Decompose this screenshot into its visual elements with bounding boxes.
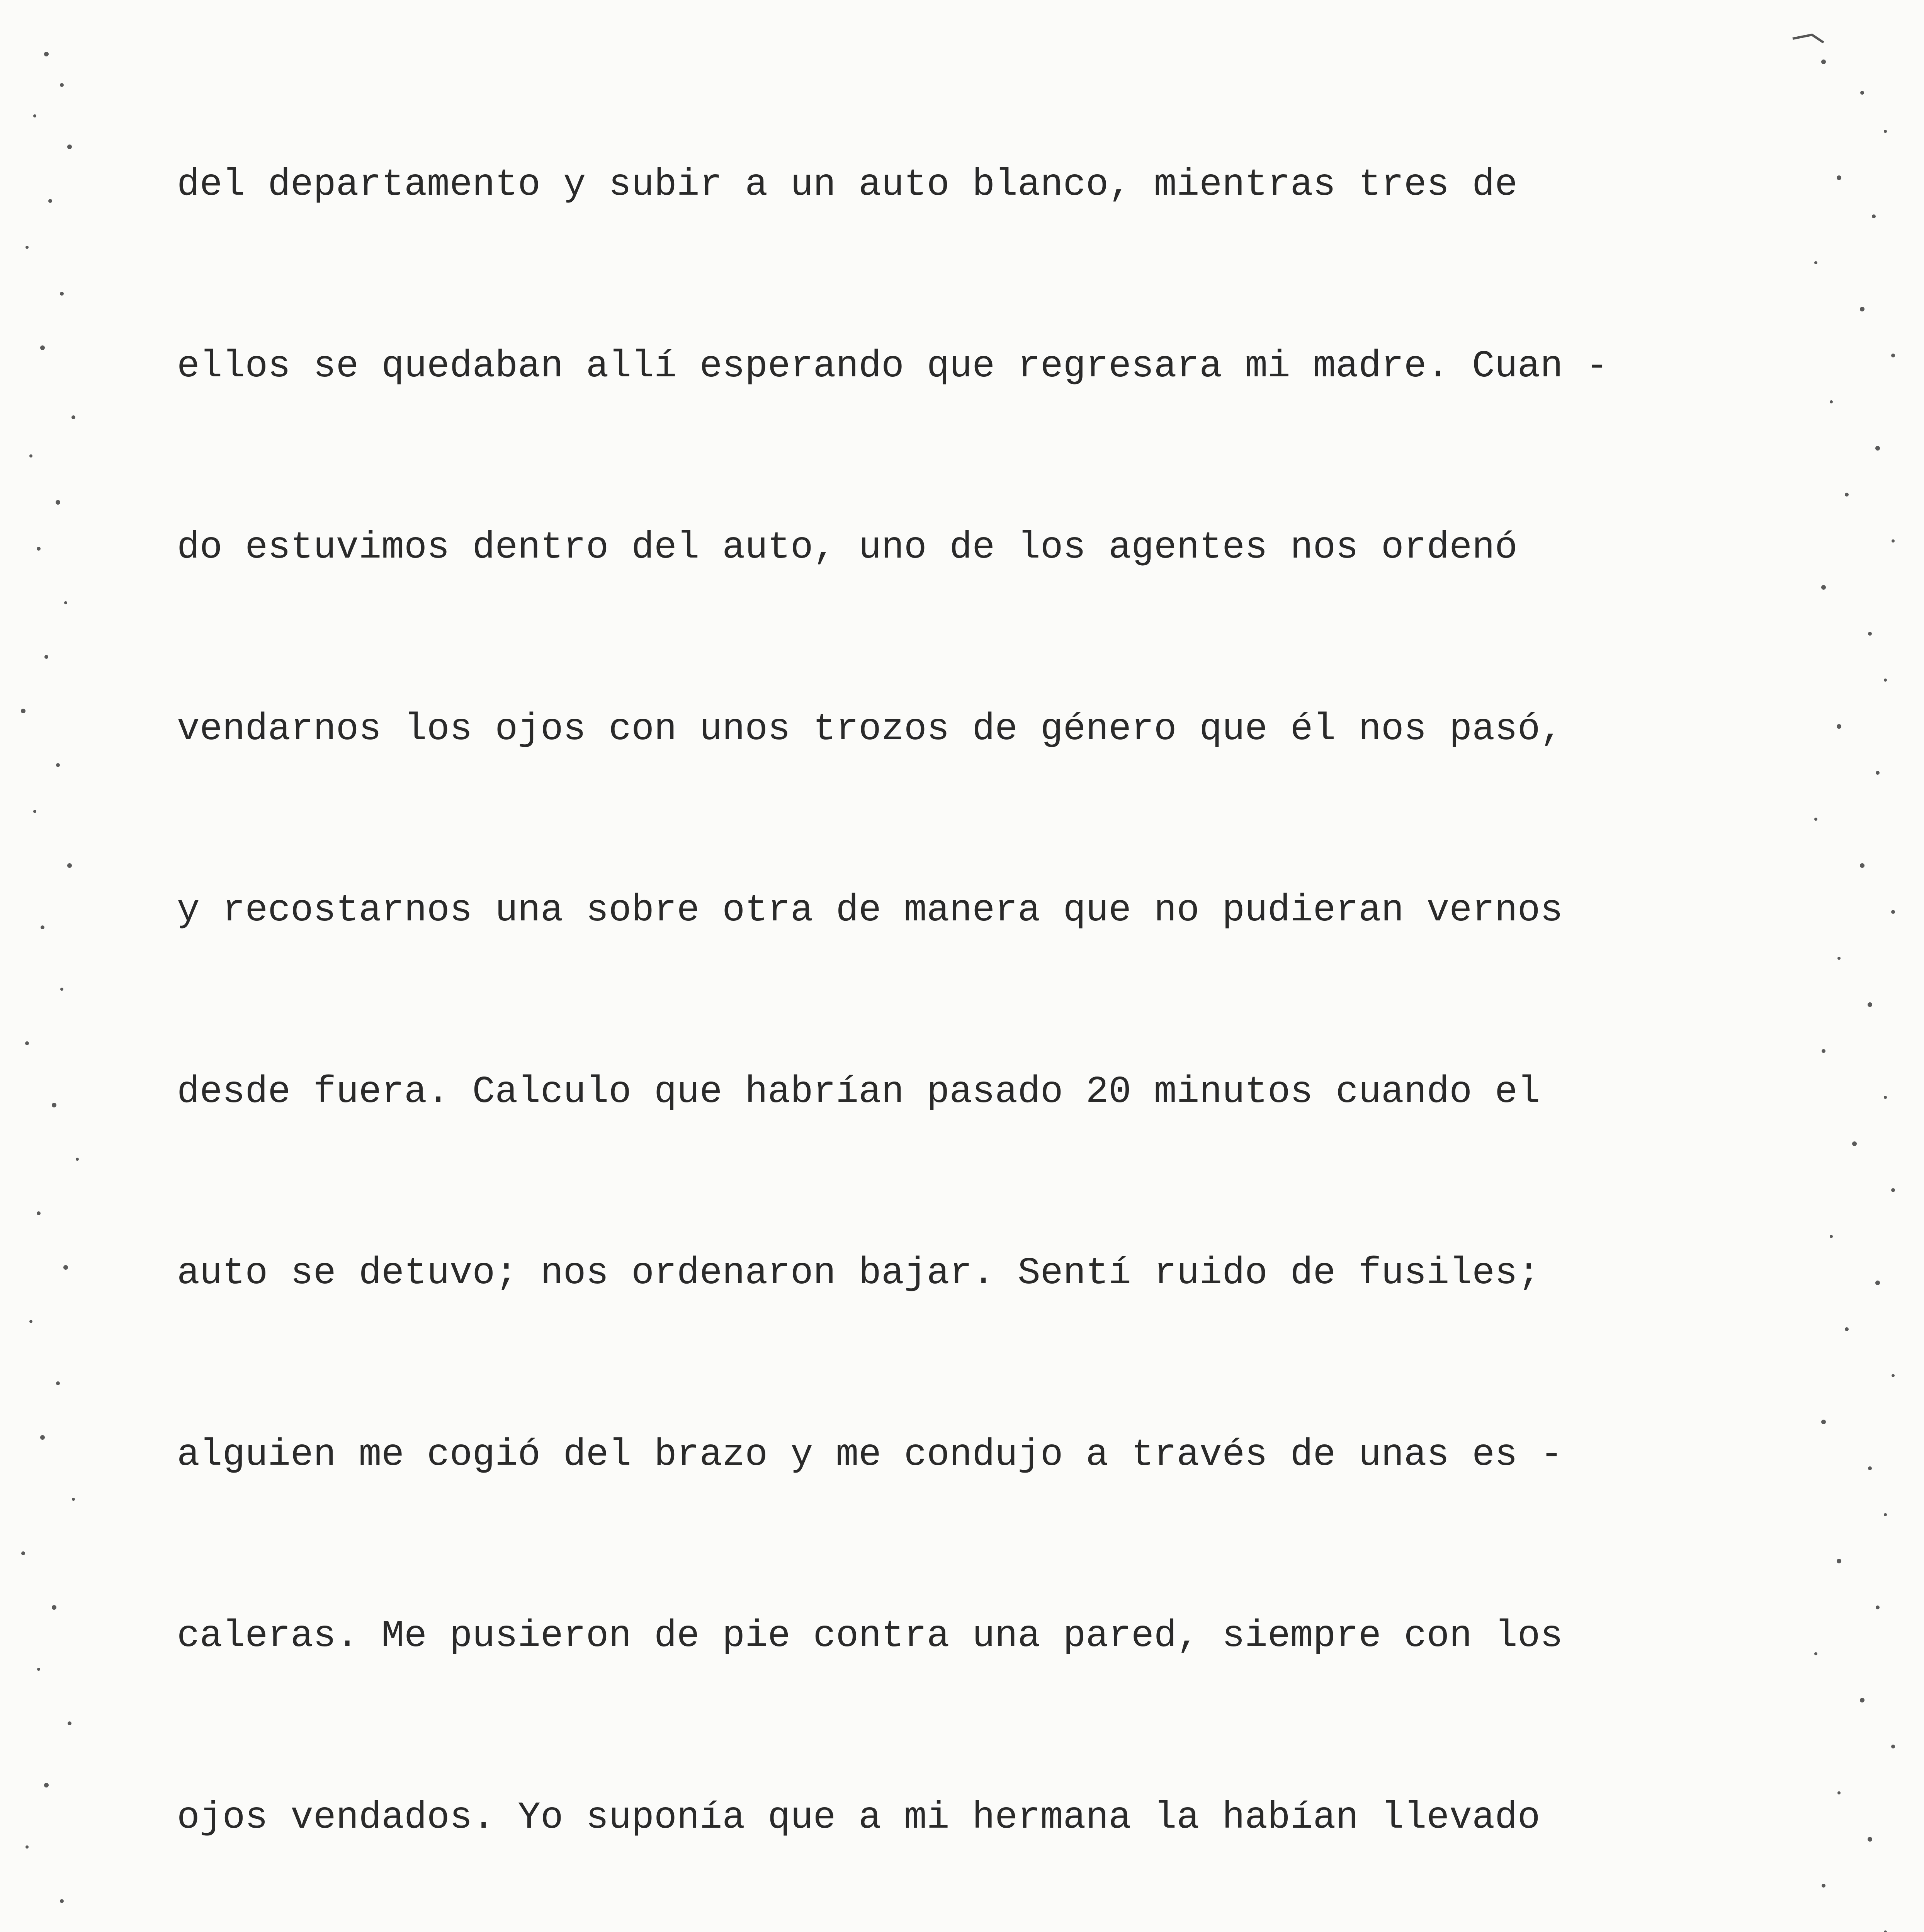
typed-text-body: [177, 34, 1726, 1932]
text-line-10: ojos vendados. Yo suponía que a mi hermana la habían llevado: [177, 1796, 1540, 1839]
text-line-1: del departamento y subir a un auto blanco, mientras tres de: [177, 163, 1518, 206]
text-line-8: alguien me cogió del brazo y me condujo a través de unas es -: [177, 1433, 1563, 1476]
text-line-4: vendarnos los ojos con unos trozos de género que él nos pasó,: [177, 707, 1563, 751]
text-line-2: ellos se quedaban allí esperando que regresara mi madre. Cuan -: [177, 345, 1609, 388]
text-line-5: y recostarnos una sobre otra de manera que no pudieran vernos: [177, 889, 1563, 932]
text-line-9: caleras. Me pusieron de pie contra una pared, siempre con los: [177, 1615, 1563, 1658]
text-line-3: do estuvimos dentro del auto, uno de los agentes nos ordenó: [177, 526, 1518, 569]
text-line-7: auto se detuvo; nos ordenaron bajar. Sentí ruido de fusiles;: [177, 1252, 1540, 1295]
text-line-6: desde fuera. Calculo que habrían pasado 20 minutos cuando el: [177, 1070, 1540, 1114]
